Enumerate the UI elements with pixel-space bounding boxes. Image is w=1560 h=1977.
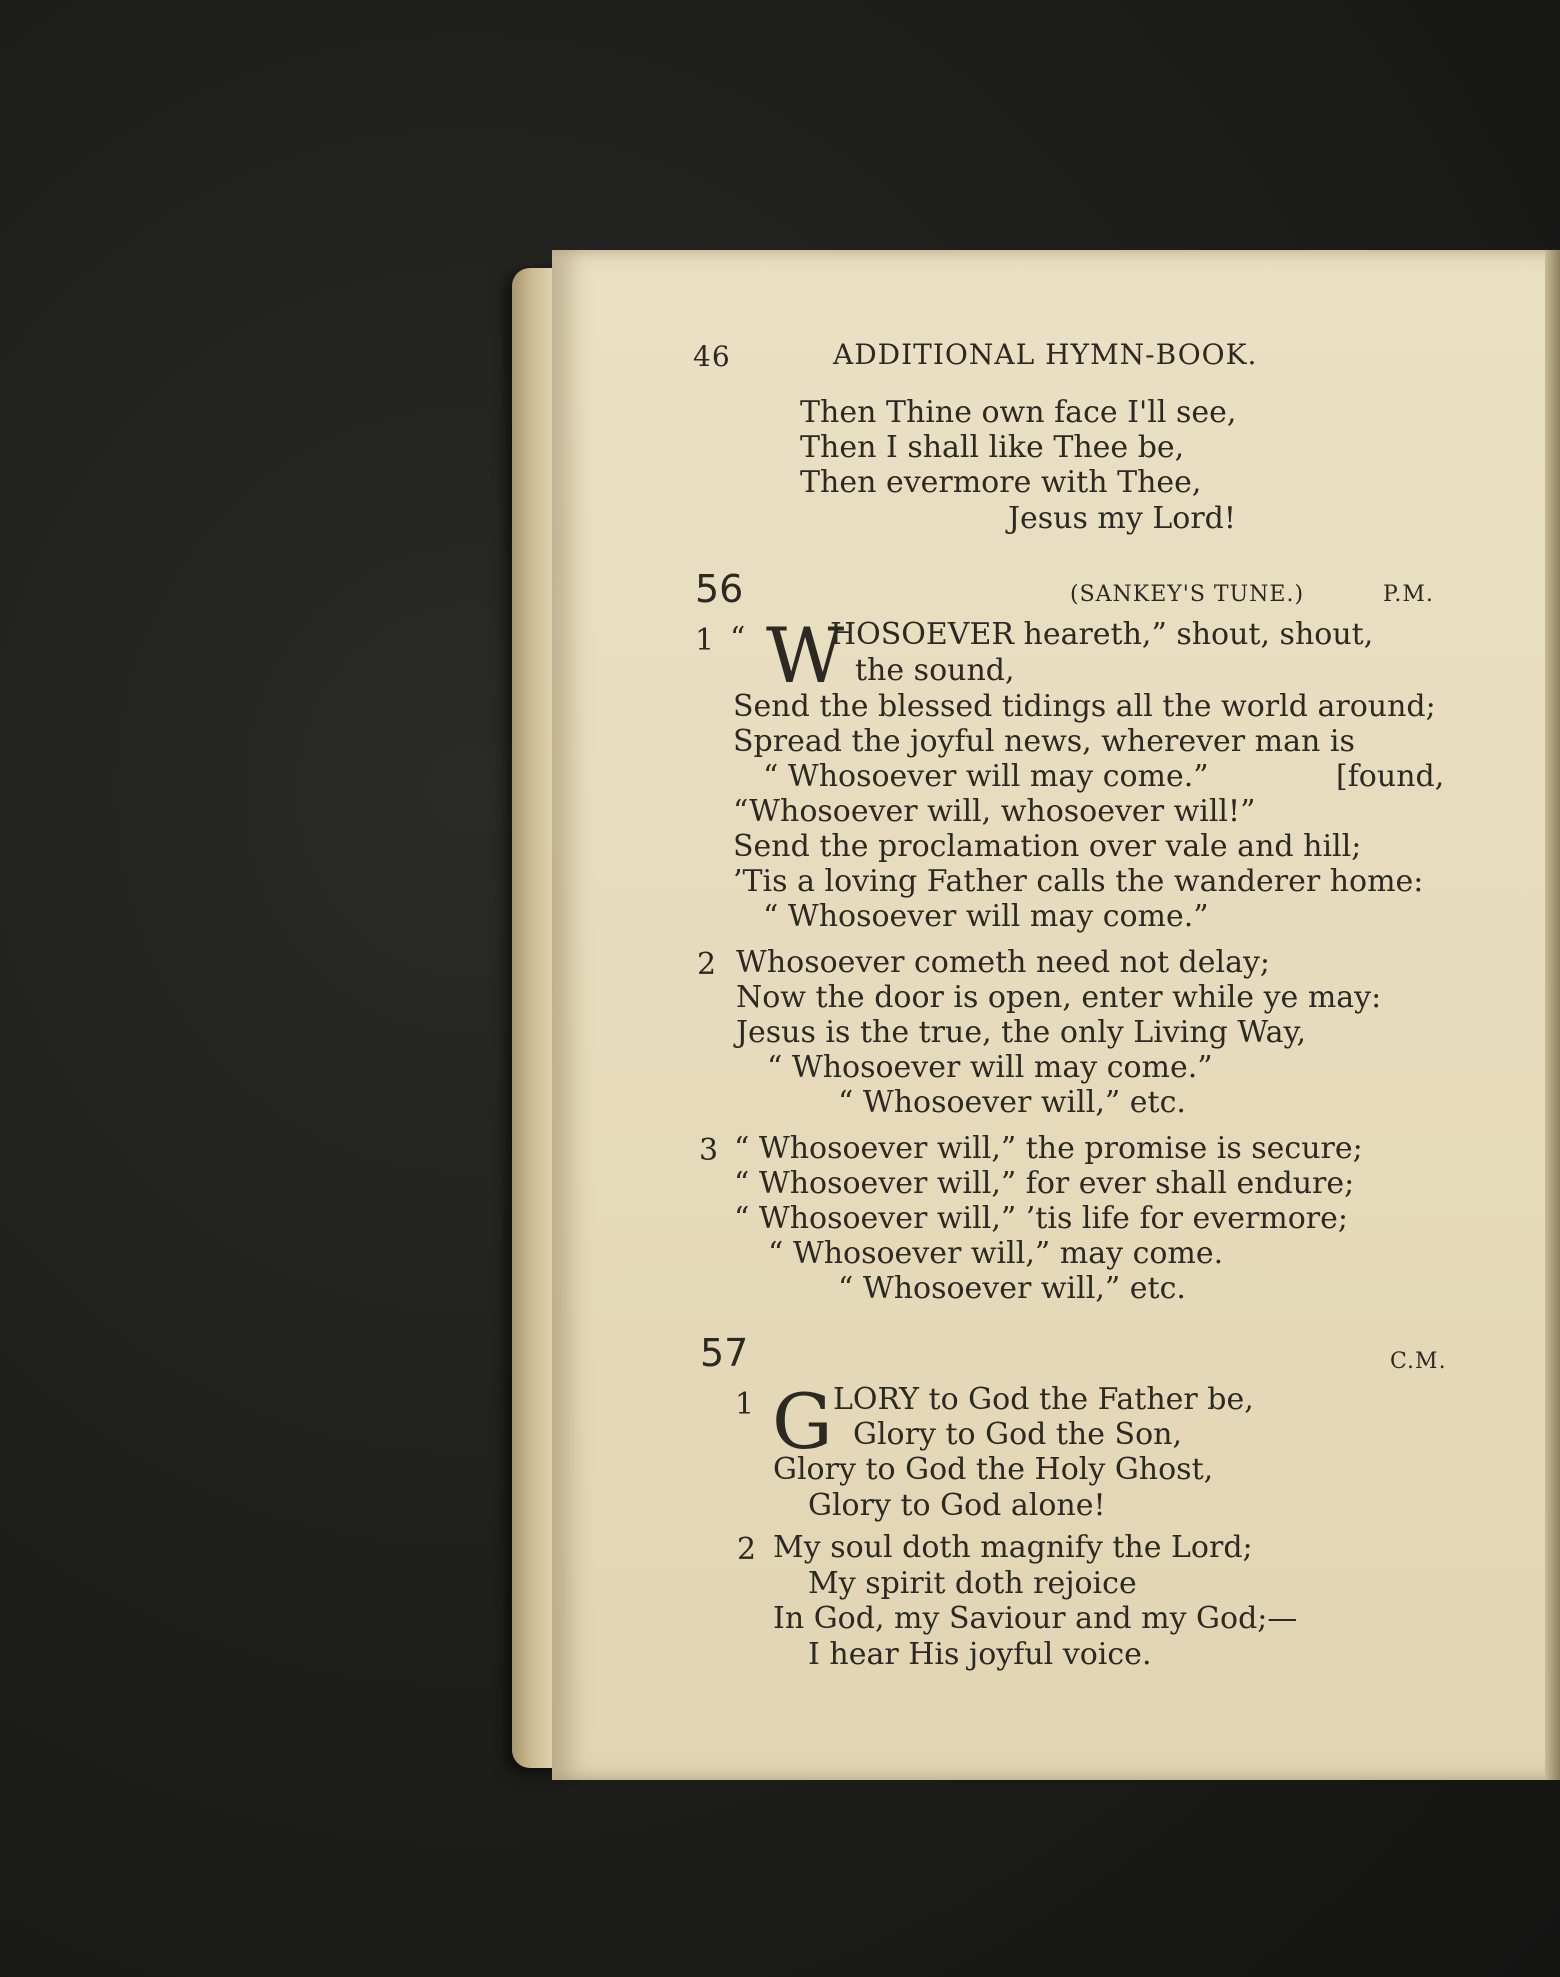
verse-line: LORY to God the Father be, [833, 1382, 1254, 1417]
hymn56-meter: P.M. [1383, 582, 1434, 607]
hymn55-line: Then evermore with Thee, [800, 465, 1202, 500]
verse-line: Spread the joyful news, wherever man is [733, 724, 1355, 759]
verse-line: “ Whosoever will,” the promise is secure; [734, 1131, 1363, 1166]
dropcap-w: W [766, 611, 845, 700]
hymn57-number: 57 [700, 1331, 749, 1375]
verse-number: 3 [699, 1133, 719, 1168]
book-gutter [1545, 250, 1560, 1780]
verse-number: 2 [697, 947, 717, 982]
verse-line: “ Whosoever will may come.” [763, 759, 1209, 794]
verse-line: “ Whosoever will,” ’tis life for evermore; [734, 1201, 1349, 1236]
verse-line: “ Whosoever will,” etc. [838, 1085, 1186, 1120]
hymn56-tune: (SANKEY'S TUNE.) [1070, 582, 1305, 607]
hymn55-line: Then I shall like Thee be, [800, 430, 1185, 465]
verse-line: “ Whosoever will may come.” [763, 899, 1209, 934]
open-quote: “ [730, 621, 746, 656]
verse-line: “ Whosoever will,” for ever shall endure; [734, 1166, 1355, 1201]
verse-number: 1 [735, 1387, 755, 1422]
verse-number: 2 [737, 1532, 757, 1567]
running-title: ADDITIONAL HYMN-BOOK. [833, 338, 1258, 371]
verse-line: HOSOEVER heareth,” shout, shout, [830, 617, 1374, 652]
hymn57-meter: C.M. [1390, 1349, 1447, 1374]
verse-line: “ Whosoever will may come.” [767, 1050, 1213, 1085]
verse-line: Glory to God alone! [808, 1488, 1106, 1523]
hymn55-line: Then Thine own face I'll see, [800, 395, 1237, 430]
verse-line: Send the proclamation over vale and hill; [733, 829, 1362, 864]
dropcap-g: G [772, 1377, 833, 1466]
verse-line: Now the door is open, enter while ye may: [736, 980, 1382, 1015]
verse-line: Glory to God the Son, [853, 1417, 1183, 1452]
verse-line: ’Tis a loving Father calls the wanderer home: [733, 864, 1424, 899]
verse-number: 1 [695, 623, 715, 658]
hymn55-line: Jesus my Lord! [1008, 501, 1236, 536]
overflow-word: [found, [1336, 759, 1445, 794]
verse-line: the sound, [855, 653, 1015, 688]
verse-line: I hear His joyful voice. [808, 1637, 1152, 1672]
page-number: 46 [693, 340, 731, 373]
verse-line: My spirit doth rejoice [808, 1566, 1137, 1601]
verse-line: My soul doth magnify the Lord; [773, 1530, 1253, 1565]
verse-line: In God, my Saviour and my God;— [773, 1601, 1298, 1636]
verse-line: Whosoever cometh need not delay; [736, 945, 1271, 980]
hymn56-number: 56 [695, 567, 744, 611]
verse-line: “ Whosoever will,” may come. [768, 1236, 1224, 1271]
verse-line: “ Whosoever will,” etc. [838, 1271, 1186, 1306]
verse-line: Jesus is the true, the only Living Way, [736, 1015, 1307, 1050]
verse-line: Glory to God the Holy Ghost, [773, 1452, 1214, 1487]
verse-line: “Whosoever will, whosoever will!” [733, 794, 1256, 829]
verse-line: Send the blessed tidings all the world around; [733, 689, 1436, 724]
